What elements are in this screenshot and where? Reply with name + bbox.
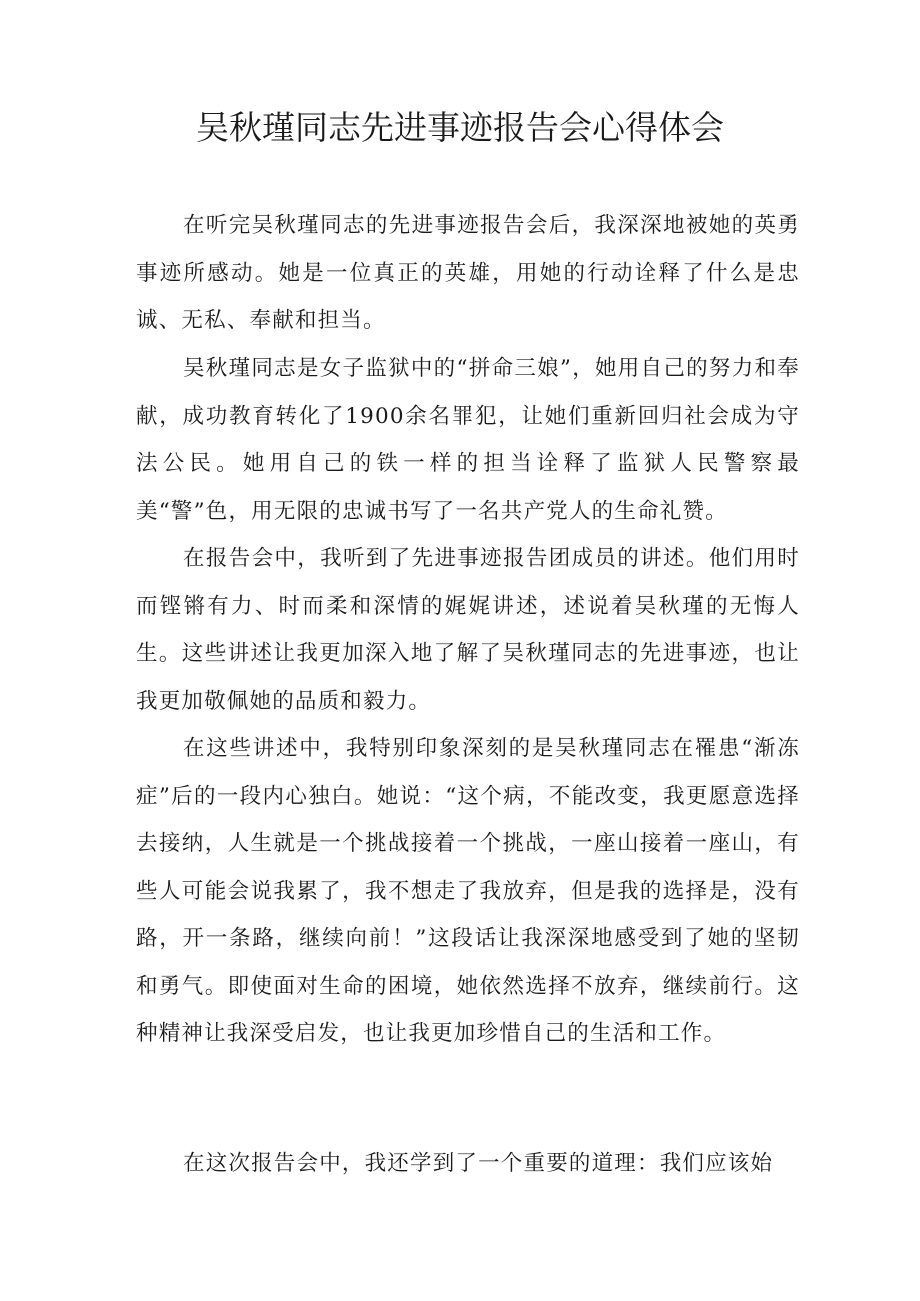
paragraph-4: 在这些讲述中，我特别印象深刻的是吴秋瑾同志在罹患“渐冻症”后的一段内心独白。她说：“这个病，不能改变，我更愿意选择去接纳，人生就是一个挑战接着一个挑战，一座山接着一座山，有些人可能会说我累了，我不想走了我放弃，但是我的选择是，没有路，开一条路，继续向前！”这段话让我深深地感受到了她的坚韧和勇气。即使面对生命的困境，她依然选择不放弃，继续前行。这种精神让我深受启发，也让我更加珍惜自己的生活和工作。 <box>136 736 800 1046</box>
document-title: 吴秋瑾同志先进事迹报告会心得体会 <box>196 108 724 147</box>
paragraph-2: 吴秋瑾同志是女子监狱中的“拼命三娘”，她用自己的努力和奉献，成功教育转化了1900余名罪犯，让她们重新回归社会成为守法公民。她用自己的铁一样的担当诠释了监狱人民警察最美“警”色，用无限的忠诚书写了一名共产党人的生命礼赞。 <box>136 356 800 524</box>
paragraph-1: 在听完吴秋瑾同志的先进事迹报告会后，我深深地被她的英勇事迹所感动。她是一位真正的英雄，用她的行动诠释了什么是忠诚、无私、奉献和担当。 <box>136 213 800 333</box>
paragraph-3: 在报告会中，我听到了先进事迹报告团成员的讲述。他们用时而铿锵有力、时而柔和深情的娓娓讲述，述说着吴秋瑾的无悔人生。这些讲述让我更加深入地了解了吴秋瑾同志的先进事迹，也让我更加敬佩她的品质和毅力。 <box>136 546 800 714</box>
paragraph-5: 在这次报告会中，我还学到了一个重要的道理：我们应该始 <box>183 1151 774 1176</box>
